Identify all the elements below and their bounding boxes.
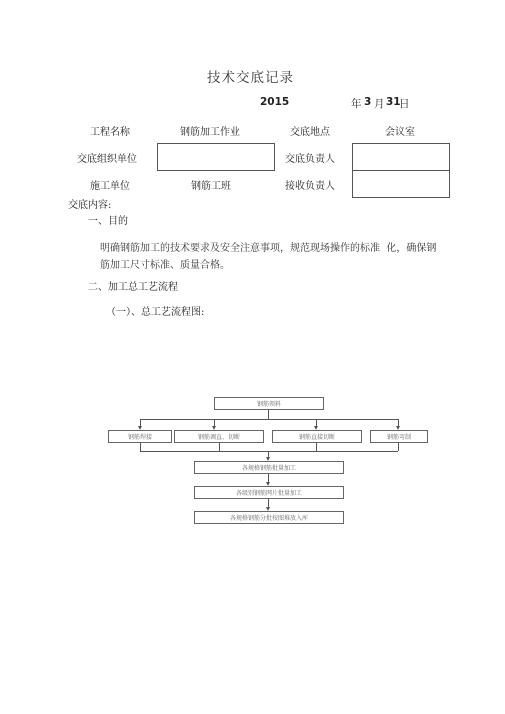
flow-node-storage: 各规格钢筋分批按图堆放入库	[194, 511, 344, 524]
construction-unit-label: 施工单位	[90, 181, 130, 192]
project-name-label: 工程名称	[90, 127, 130, 138]
location-label: 交底地点	[290, 127, 330, 138]
flow-node-batch-processing: 各规格钢筋批量加工	[194, 461, 344, 474]
receiver-label: 接收负责人	[285, 181, 335, 192]
flow-node-straighten-cut: 钢筋调直、切断	[174, 430, 264, 443]
process-heading: 二、加工总工艺流程	[88, 282, 178, 293]
org-unit-label: 交底组织单位	[77, 154, 137, 165]
page-title: 技术交底记录	[207, 70, 294, 86]
purpose-line-2: 筋加工尺寸标准、质量合格。	[100, 260, 230, 271]
purpose-heading: 一、目的	[88, 216, 128, 227]
flow-connector	[140, 419, 398, 420]
purpose-line-1: 明确钢筋加工的技术要求及安全注意事项，规范现场操作的标准 化，确保钢	[100, 243, 437, 254]
location-value: 会议室	[385, 127, 415, 138]
flow-connector	[268, 410, 269, 419]
date-month: 3	[364, 96, 372, 108]
flow-node-bending: 钢筋弯制	[370, 430, 428, 443]
flow-node-material-receive: 钢筋领料	[214, 397, 324, 410]
receiver-field[interactable]	[352, 170, 450, 198]
date-day-suffix: 日	[399, 98, 410, 110]
date-year: 2015	[260, 96, 290, 108]
date-year-suffix: 年	[351, 98, 362, 110]
flow-connector	[140, 443, 141, 451]
flow-node-welding: 钢筋焊接	[108, 430, 172, 443]
flow-connector	[140, 451, 398, 452]
responsible-field[interactable]	[352, 143, 450, 171]
process-subheading: （一）、总工艺流程图:	[106, 307, 205, 318]
content-label: 交底内容:	[68, 200, 112, 211]
flow-node-mesh-processing: 各级别钢筋网片批量加工	[194, 486, 344, 499]
org-unit-field[interactable]	[157, 143, 275, 171]
date-month-suffix: 月	[374, 98, 385, 110]
date-day: 31	[386, 96, 401, 108]
flow-connector	[219, 443, 220, 451]
flow-connector	[316, 443, 317, 451]
responsible-label: 交底负责人	[285, 154, 335, 165]
construction-unit-value: 钢筋工班	[191, 181, 231, 192]
flow-node-direct-cut: 钢筋直接切断	[272, 430, 362, 443]
flow-connector	[398, 443, 399, 451]
project-name-value: 钢筋加工作业	[180, 127, 240, 138]
